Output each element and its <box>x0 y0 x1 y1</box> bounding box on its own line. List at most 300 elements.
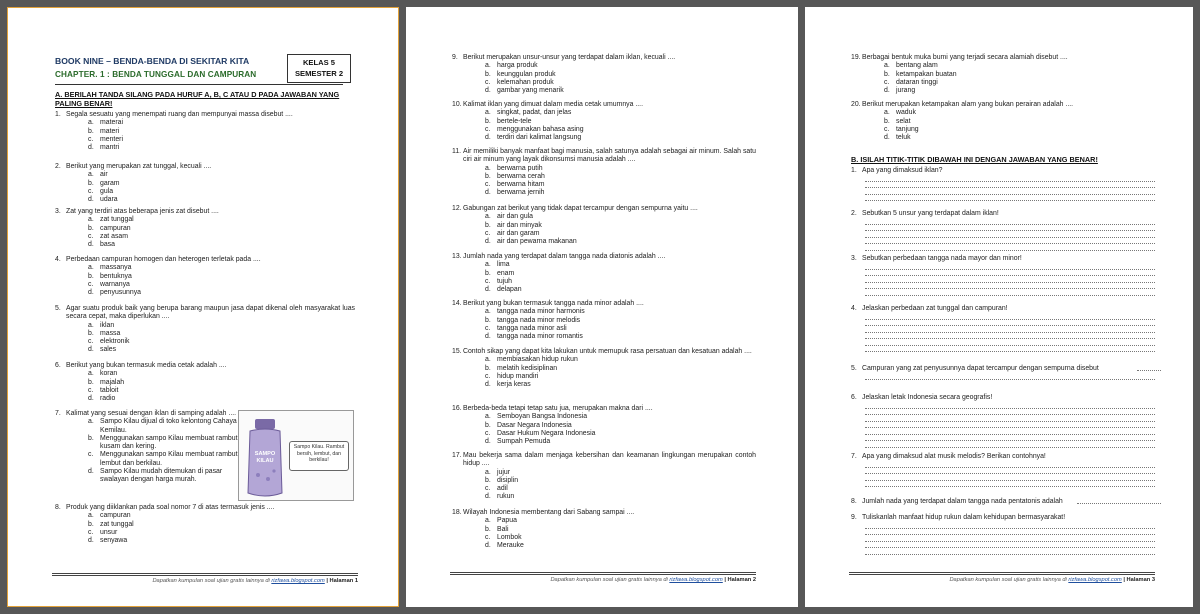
answer-line[interactable] <box>865 441 1155 448</box>
question-text: Wilayah Indonesia membentang dari Sabang sampai .... <box>463 509 635 516</box>
option-letter: c. <box>485 533 491 541</box>
footer-link[interactable]: rizfawa.blogspot.com <box>1068 577 1122 583</box>
question-number: 17. <box>452 452 462 459</box>
essay-4 <box>851 305 1161 352</box>
question-stem <box>55 305 355 322</box>
option-letter: a. <box>485 261 491 269</box>
answer-option <box>452 87 756 95</box>
option-letter: b. <box>485 364 491 372</box>
option-text: rukun <box>497 493 515 501</box>
footer-text: Dapatkan kumpulan soal ujian gratis lainnya di <box>550 577 668 583</box>
option-letter: c. <box>485 372 491 380</box>
answer-option <box>55 144 355 152</box>
option-text: enam <box>497 269 515 277</box>
answer-option <box>452 118 756 126</box>
question-3 <box>55 208 355 249</box>
option-letter: a. <box>485 468 491 476</box>
question-stem <box>452 300 756 308</box>
essay-3 <box>851 255 1161 296</box>
option-text: waduk <box>896 109 916 117</box>
answer-option <box>452 261 756 269</box>
answer-option <box>452 317 756 325</box>
question-stem <box>452 405 756 413</box>
option-text: tujuh <box>497 277 512 285</box>
option-letter: b. <box>884 70 890 78</box>
option-letter: a. <box>884 62 890 70</box>
question-number: 12. <box>452 205 462 212</box>
answer-line[interactable] <box>865 289 1155 296</box>
option-letter: b. <box>485 316 491 324</box>
essay-question <box>851 453 1161 461</box>
option-letter: b. <box>485 269 491 277</box>
option-text: iklan <box>100 321 115 329</box>
ad-caption-bubble: Sampo Kilau. Rambut bersih, lembut, dan berkilau! <box>289 441 349 471</box>
question-stem <box>55 256 355 264</box>
question-text: Berikut merupakan ketampakan alam yang bukan perairan adalah .... <box>862 101 1074 108</box>
essay-question <box>851 498 1161 506</box>
option-letter: b. <box>88 378 94 386</box>
answer-option <box>452 517 756 525</box>
document-page-1 <box>7 7 399 607</box>
answer-option <box>452 308 756 316</box>
question-text: Jelaskan letak Indonesia secara geografis! <box>862 394 993 401</box>
class-label: KELAS 5 <box>302 58 336 67</box>
option-letter: b. <box>88 224 94 232</box>
option-text: zat tunggal <box>100 520 134 528</box>
question-number: 18. <box>452 509 462 516</box>
question-number: 14. <box>452 300 462 307</box>
question-text: Berikut yang bukan termasuk media cetak adalah .... <box>66 362 227 369</box>
question-stem <box>851 101 1155 109</box>
answer-line[interactable] <box>865 373 1155 380</box>
option-text: materai <box>100 119 123 127</box>
option-text: tabloit <box>100 386 119 394</box>
question-18 <box>452 509 756 550</box>
option-letter: a. <box>88 171 94 179</box>
question-13 <box>452 253 756 294</box>
answer-option <box>55 370 355 378</box>
essay-2 <box>851 210 1161 251</box>
answer-line[interactable] <box>865 481 1155 488</box>
answer-option <box>452 356 756 364</box>
option-text: delapan <box>497 286 522 294</box>
answer-dots <box>1077 498 1161 504</box>
question-number: 7. <box>851 453 857 460</box>
option-text: Menggunakan sampo Kilau membuat rambut kusam dan kering. <box>100 434 238 451</box>
shampoo-ad-image <box>238 410 354 501</box>
answer-option <box>452 413 756 421</box>
shampoo-bottle-icon <box>246 419 284 497</box>
option-text: unsur <box>100 528 118 536</box>
answer-option <box>851 87 1155 95</box>
answer-option <box>452 333 756 341</box>
question-text: Apa yang dimaksud alat musik melodis? Berikan contohnya! <box>862 453 1046 460</box>
option-letter: d. <box>485 493 491 501</box>
question-stem <box>452 101 756 109</box>
option-text: dataran tinggi <box>896 78 938 86</box>
option-text: Dasar Hukum Negara Indonesia <box>497 429 596 437</box>
question-number: 5. <box>851 365 857 372</box>
option-text: penyusunnya <box>100 289 141 297</box>
option-letter: b. <box>485 421 491 429</box>
answer-option <box>55 180 355 188</box>
option-text: Bali <box>497 525 509 533</box>
option-letter: c. <box>485 277 491 285</box>
question-stem <box>452 348 756 356</box>
answer-line[interactable] <box>865 548 1155 555</box>
answer-option <box>55 537 355 545</box>
option-text: ketampakan buatan <box>896 70 957 78</box>
answer-option <box>851 109 1155 117</box>
option-text: Dasar Negara Indonesia <box>497 421 572 429</box>
semester-label: SEMESTER 2 <box>294 69 344 78</box>
question-stem <box>55 208 355 216</box>
option-letter: d. <box>884 134 890 142</box>
option-text: bertele-tele <box>497 117 532 125</box>
option-text: selat <box>896 117 911 125</box>
question-19 <box>851 54 1155 95</box>
question-text: Jumlah nada yang terdapat dalam tangga nada diatonis adalah .... <box>463 253 666 260</box>
question-text: Kalimat iklan yang dimuat dalam media cetak umumnya .... <box>463 101 644 108</box>
answer-option <box>55 233 355 241</box>
answer-option <box>452 485 756 493</box>
question-number: 2. <box>851 210 857 217</box>
answer-option <box>55 225 355 233</box>
option-text: jujur <box>497 468 511 476</box>
option-letter: a. <box>485 62 491 70</box>
essay-question <box>851 255 1161 263</box>
question-text: Berikut merupakan unsur-unsur yang terdapat dalam iklan, kecuali .... <box>463 54 676 61</box>
question-text: Gabungan zat berikut yang tidak dapat tercampur dengan sempurna yaitu .... <box>463 205 698 212</box>
option-letter: d. <box>485 87 491 95</box>
question-number: 9. <box>851 514 857 521</box>
option-text: air dan pewarna makanan <box>497 238 577 246</box>
question-number: 1. <box>55 111 61 118</box>
option-text: Sumpah Pemuda <box>497 438 551 446</box>
option-text: Papua <box>497 517 517 525</box>
question-number: 1. <box>851 167 857 174</box>
question-9 <box>452 54 756 95</box>
option-letter: a. <box>88 216 94 224</box>
question-number: 4. <box>851 305 857 312</box>
question-text: Berikut yang bukan termasuk tangga nada minor adalah .... <box>463 300 644 307</box>
answer-option <box>452 165 756 173</box>
question-text: Berbeda-beda tetapi tetap satu jua, merupakan makna dari .... <box>463 405 653 412</box>
option-text: materi <box>100 127 120 135</box>
option-text: mantri <box>100 144 120 152</box>
essay-question <box>851 167 1161 175</box>
option-letter: a. <box>485 213 491 221</box>
option-text: Lombok <box>497 533 522 541</box>
option-text: disiplin <box>497 476 519 484</box>
answer-option <box>851 79 1155 87</box>
option-text: Menggunakan sampo Kilau membuat rambut lembut dan berkilau. <box>100 451 238 467</box>
answer-option <box>452 270 756 278</box>
option-text: udara <box>100 196 118 204</box>
question-text: Berikut yang merupakan zat tunggal, kecuali .... <box>66 163 212 170</box>
answer-option <box>452 373 756 381</box>
question-stem <box>452 54 756 62</box>
answer-option <box>452 438 756 446</box>
option-letter: b. <box>485 221 491 229</box>
essay-1 <box>851 167 1161 201</box>
option-text: elektronik <box>100 338 130 346</box>
answer-line[interactable] <box>865 346 1155 353</box>
footer-rule <box>450 572 756 575</box>
answer-option <box>55 468 239 485</box>
option-text: terdiri dari kalimat langsung <box>497 134 582 142</box>
answer-option <box>851 62 1155 70</box>
option-letter: c. <box>88 187 94 195</box>
answer-option <box>851 126 1155 134</box>
option-text: air dan gula <box>497 213 534 221</box>
question-12 <box>452 205 756 246</box>
answer-option <box>55 451 239 468</box>
bottle-brand-text: SAMPO <box>254 451 276 457</box>
question-stem <box>452 205 756 213</box>
question-6 <box>55 362 355 403</box>
question-number: 19. <box>851 54 861 61</box>
option-letter: d. <box>88 537 94 545</box>
answer-option <box>452 126 756 134</box>
option-letter: a. <box>884 109 890 117</box>
question-number: 6. <box>851 394 857 401</box>
answer-option <box>452 286 756 294</box>
question-number: 15. <box>452 348 462 355</box>
option-letter: b. <box>88 179 94 187</box>
question-text: Sebutkan 5 unsur yang terdapat dalam iklan! <box>862 210 999 217</box>
option-text: tangga nada minor melodis <box>497 316 581 324</box>
essay-question <box>851 210 1161 218</box>
option-text: massanya <box>100 264 132 272</box>
option-letter: a. <box>88 119 94 127</box>
question-16 <box>452 405 756 446</box>
option-letter: c. <box>88 338 94 346</box>
option-text: air <box>100 171 108 179</box>
option-letter: b. <box>884 117 890 125</box>
option-text: zat tunggal <box>100 216 134 224</box>
question-number: 10. <box>452 101 462 108</box>
answer-option <box>55 136 355 144</box>
question-text: Produk yang diiklankan pada soal nomor 7 di atas termasuk jenis .... <box>66 504 275 511</box>
question-stem <box>55 163 355 171</box>
worksheet-header <box>55 54 355 90</box>
question-text: Jelaskan perbedaan zat tunggal dan campuran! <box>862 305 1008 312</box>
question-text: Air memiliki banyak manfaat bagi manusia, salah satunya adalah sebagai air minum. Salah satu ciri air minum yang layak dikonsumsi manusia adalah .... <box>463 148 756 164</box>
option-letter: a. <box>88 264 94 272</box>
question-text: Sebutkan perbedaan tangga nada mayor dan minor! <box>862 255 1022 262</box>
option-letter: d. <box>88 196 94 204</box>
question-4 <box>55 256 355 297</box>
document-page-2 <box>406 7 798 607</box>
option-text: lima <box>497 261 510 269</box>
option-letter: c. <box>485 78 491 86</box>
option-text: singkat, padat, dan jelas <box>497 109 572 117</box>
option-letter: a. <box>88 418 94 426</box>
option-text: campuran <box>100 224 131 232</box>
footer-link[interactable]: rizfawa.blogspot.com <box>669 577 723 583</box>
answer-option <box>55 418 239 435</box>
answer-line[interactable] <box>865 244 1155 251</box>
answer-option <box>452 79 756 87</box>
answer-option <box>452 71 756 79</box>
question-stem <box>55 362 355 370</box>
answer-option <box>55 289 355 297</box>
footer-text: Dapatkan kumpulan soal ujian gratis lainnya di <box>949 577 1067 583</box>
page-number: | Halaman 2 <box>724 577 756 583</box>
option-text: bentang alam <box>896 62 938 70</box>
answer-option <box>452 325 756 333</box>
question-7 <box>55 410 239 485</box>
option-letter: d. <box>88 241 94 249</box>
option-letter: c. <box>88 280 94 288</box>
option-text: Sampo Kilau dijual di toko kelontong Cahaya Kemilau. <box>100 418 237 434</box>
answer-option <box>55 241 355 249</box>
option-letter: a. <box>485 109 491 117</box>
question-number: 4. <box>55 256 61 263</box>
answer-option <box>851 71 1155 79</box>
book-title: BOOK NINE – BENDA-BENDA DI SEKITAR KITA <box>55 56 250 66</box>
question-number: 13. <box>452 253 462 260</box>
option-text: radio <box>100 395 116 403</box>
option-letter: c. <box>88 528 94 536</box>
question-number: 9. <box>452 54 458 61</box>
option-text: menggunakan bahasa asing <box>497 125 584 133</box>
question-number: 16. <box>452 405 462 412</box>
footer-rule <box>52 573 358 576</box>
answer-option <box>452 62 756 70</box>
option-text: koran <box>100 370 118 378</box>
question-text: Jumlah nada yang terdapat dalam tangga nada pentatonis adalah <box>862 498 1063 505</box>
document-page-3 <box>805 7 1193 607</box>
option-text: kelemahan produk <box>497 78 554 86</box>
footer-text: Dapatkan kumpulan soal ujian gratis lainnya di <box>152 578 270 584</box>
answer-option <box>452 134 756 142</box>
answer-option <box>55 338 355 346</box>
option-letter: a. <box>88 512 94 520</box>
option-letter: c. <box>485 229 491 237</box>
option-letter: a. <box>485 356 491 364</box>
answer-option <box>452 365 756 373</box>
question-15 <box>452 348 756 389</box>
question-number: 6. <box>55 362 61 369</box>
option-letter: c. <box>88 232 94 240</box>
essay-8 <box>851 498 1161 506</box>
option-text: zat asam <box>100 232 128 240</box>
question-number: 20. <box>851 101 861 108</box>
option-text: melatih kedisiplinan <box>497 364 558 372</box>
question-1 <box>55 111 355 152</box>
question-number: 5. <box>55 305 61 312</box>
question-text: Tuliskanlah manfaat hidup rukun dalam kehidupan bermasyarakat! <box>862 514 1066 521</box>
answer-option <box>452 230 756 238</box>
question-stem <box>55 410 239 418</box>
option-letter: d. <box>485 286 491 294</box>
answer-option <box>452 181 756 189</box>
answer-option <box>55 216 355 224</box>
option-text: basa <box>100 241 115 249</box>
option-text: hidup mandiri <box>497 372 539 380</box>
page-footer <box>849 572 1155 586</box>
question-11 <box>452 148 756 198</box>
option-text: berwarna putih <box>497 164 543 172</box>
question-8 <box>55 504 355 545</box>
option-text: senyawa <box>100 537 128 545</box>
answer-option <box>55 387 355 395</box>
option-letter: a. <box>88 321 94 329</box>
option-text: harga produk <box>497 62 538 70</box>
option-letter: c. <box>88 135 94 143</box>
answer-option <box>452 189 756 197</box>
class-semester-box <box>287 54 351 83</box>
option-text: adil <box>497 485 508 493</box>
option-letter: b. <box>88 272 94 280</box>
answer-option <box>452 526 756 534</box>
answer-option <box>452 534 756 542</box>
option-text: air dan minyak <box>497 221 542 229</box>
question-number: 2. <box>55 163 61 170</box>
page-number: | Halaman 1 <box>326 578 358 584</box>
section-b-heading: B. ISILAH TITIK-TITIK DIBAWAH INI DENGAN JAWABAN YANG BENAR! <box>851 155 1098 164</box>
answer-dots <box>1137 365 1161 371</box>
answer-option <box>55 512 355 520</box>
option-letter: d. <box>485 238 491 246</box>
option-letter: b. <box>88 127 94 135</box>
answer-line[interactable] <box>865 195 1155 202</box>
option-text: berwarna cerah <box>497 172 545 180</box>
option-text: Sampo Kilau mudah ditemukan di pasar swalayan dengan harga murah. <box>100 468 223 484</box>
answer-option <box>452 493 756 501</box>
option-letter: d. <box>88 468 94 476</box>
option-text: gambar yang menarik <box>497 87 564 95</box>
option-letter: c. <box>485 181 491 189</box>
question-stem <box>452 253 756 261</box>
answer-option <box>55 521 355 529</box>
option-letter: c. <box>884 78 890 86</box>
option-letter: d. <box>884 87 890 95</box>
option-letter: b. <box>485 525 491 533</box>
option-letter: d. <box>485 438 491 446</box>
answer-option <box>55 330 355 338</box>
question-number: 3. <box>55 208 61 215</box>
option-text: kerja keras <box>497 381 531 389</box>
option-letter: c. <box>884 125 890 133</box>
answer-option <box>452 542 756 550</box>
option-letter: a. <box>485 164 491 172</box>
option-letter: b. <box>485 70 491 78</box>
essay-9 <box>851 514 1161 555</box>
option-letter: c. <box>88 451 94 459</box>
option-text: campuran <box>100 512 131 520</box>
option-letter: d. <box>485 333 491 341</box>
option-letter: b. <box>88 434 94 442</box>
question-2 <box>55 163 355 204</box>
option-letter: b. <box>485 476 491 484</box>
option-text: membiasakan hidup rukun <box>497 356 578 364</box>
option-letter: c. <box>88 386 94 394</box>
option-letter: c. <box>485 429 491 437</box>
answer-option <box>55 322 355 330</box>
footer-link[interactable]: rizfawa.blogspot.com <box>271 578 325 584</box>
option-letter: d. <box>88 144 94 152</box>
answer-option <box>55 196 355 204</box>
option-text: garam <box>100 179 120 187</box>
answer-option <box>452 422 756 430</box>
question-text: Perbedaan campuran homogen dan heterogen terletak pada .... <box>66 256 261 263</box>
option-text: bentuknya <box>100 272 132 280</box>
option-text: tanjung <box>896 125 919 133</box>
question-20 <box>851 101 1155 142</box>
